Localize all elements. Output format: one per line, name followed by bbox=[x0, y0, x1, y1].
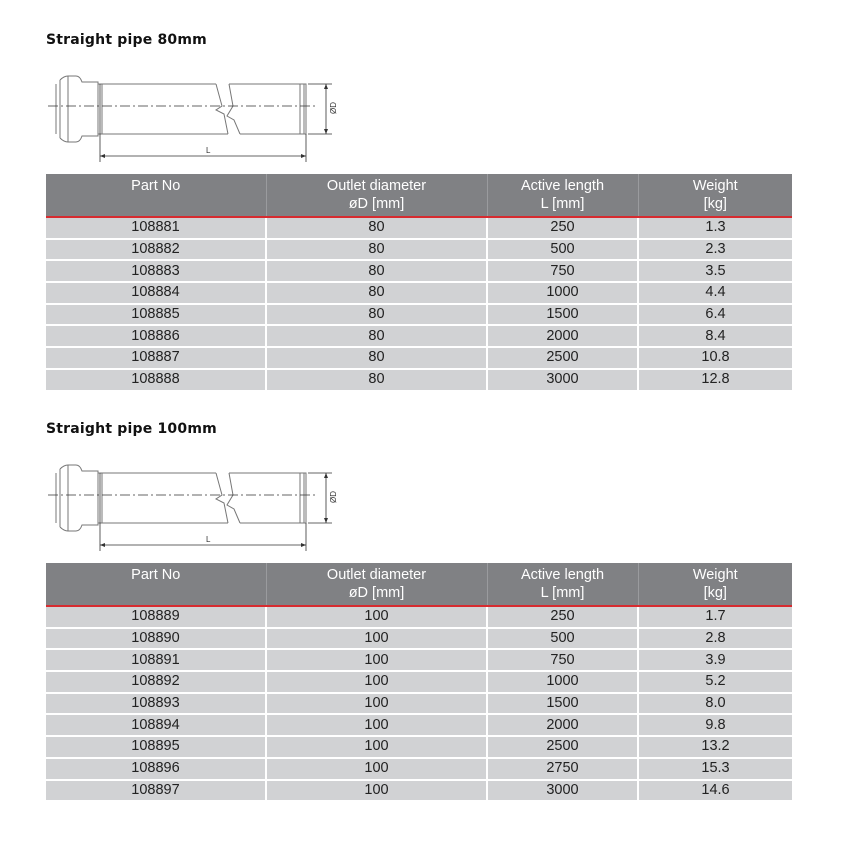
weight-cell: 3.9 bbox=[638, 649, 792, 671]
column-header-line: Weight bbox=[692, 178, 738, 194]
outlet-diameter-cell: 100 bbox=[266, 780, 487, 801]
table-row bbox=[46, 693, 792, 715]
table-row bbox=[46, 758, 792, 780]
table-row bbox=[46, 736, 792, 758]
part-no-cell: 108882 bbox=[46, 239, 266, 261]
part-no-cell: 108891 bbox=[46, 649, 266, 671]
column-header-line: Active length bbox=[520, 178, 605, 194]
active-length-cell: 750 bbox=[487, 260, 638, 282]
part-no-cell: 108893 bbox=[46, 693, 266, 715]
column-header-line: Active length bbox=[520, 567, 605, 583]
weight-cell: 1.3 bbox=[638, 217, 792, 239]
table-row bbox=[46, 260, 792, 282]
outlet-diameter-cell: 100 bbox=[266, 714, 487, 736]
table-row bbox=[46, 714, 792, 736]
table-row bbox=[46, 282, 792, 304]
part-no-cell: 108897 bbox=[46, 780, 266, 801]
table-row bbox=[46, 369, 792, 390]
column-header-line: Outlet diameter bbox=[326, 178, 427, 194]
column-header-weight bbox=[638, 563, 792, 606]
spec-table-100mm bbox=[46, 563, 792, 800]
pipe-drawing-80mm bbox=[46, 70, 346, 162]
outlet-diameter-cell: 100 bbox=[266, 693, 487, 715]
weight-cell: 2.3 bbox=[638, 239, 792, 261]
part-no-cell: 108890 bbox=[46, 628, 266, 650]
outlet-diameter-cell: 80 bbox=[266, 325, 487, 347]
active-length-cell: 1000 bbox=[487, 282, 638, 304]
part-no-cell: 108892 bbox=[46, 671, 266, 693]
column-header-active-length bbox=[487, 174, 638, 217]
section-title-100mm: Straight pipe 100mm bbox=[46, 421, 217, 437]
table-row bbox=[46, 217, 792, 239]
active-length-cell: 250 bbox=[487, 217, 638, 239]
table-row bbox=[46, 780, 792, 801]
active-length-cell: 750 bbox=[487, 649, 638, 671]
column-header-line: [kg] bbox=[703, 585, 727, 601]
column-header-line: Part No bbox=[131, 567, 181, 583]
part-no-cell: 108885 bbox=[46, 304, 266, 326]
column-header-line: øD [mm] bbox=[348, 196, 405, 212]
weight-cell: 8.4 bbox=[638, 325, 792, 347]
pipe-drawing-100mm bbox=[46, 459, 346, 551]
column-header-line: Weight bbox=[692, 567, 738, 583]
active-length-cell: 2750 bbox=[487, 758, 638, 780]
active-length-cell: 250 bbox=[487, 606, 638, 628]
column-header-line: L [mm] bbox=[540, 585, 585, 601]
active-length-cell: 2000 bbox=[487, 325, 638, 347]
part-no-cell: 108894 bbox=[46, 714, 266, 736]
table-header-row bbox=[46, 563, 792, 606]
active-length-cell: 500 bbox=[487, 239, 638, 261]
weight-cell: 13.2 bbox=[638, 736, 792, 758]
table-row bbox=[46, 671, 792, 693]
part-no-cell: 108884 bbox=[46, 282, 266, 304]
active-length-cell: 500 bbox=[487, 628, 638, 650]
column-header-part-no bbox=[46, 174, 266, 217]
column-header-active-length bbox=[487, 563, 638, 606]
weight-cell: 9.8 bbox=[638, 714, 792, 736]
column-header-weight bbox=[638, 174, 792, 217]
outlet-diameter-cell: 100 bbox=[266, 649, 487, 671]
diameter-label: ØD bbox=[329, 102, 338, 114]
weight-cell: 1.7 bbox=[638, 606, 792, 628]
outlet-diameter-cell: 80 bbox=[266, 369, 487, 390]
weight-cell: 2.8 bbox=[638, 628, 792, 650]
column-header-line: [kg] bbox=[703, 196, 727, 212]
table-row bbox=[46, 239, 792, 261]
column-header-outlet-diameter bbox=[266, 174, 487, 217]
table-row bbox=[46, 347, 792, 369]
table-body bbox=[46, 606, 792, 800]
outlet-diameter-cell: 80 bbox=[266, 239, 487, 261]
weight-cell: 3.5 bbox=[638, 260, 792, 282]
weight-cell: 8.0 bbox=[638, 693, 792, 715]
weight-cell: 4.4 bbox=[638, 282, 792, 304]
outlet-diameter-cell: 80 bbox=[266, 304, 487, 326]
column-header-line bbox=[46, 195, 266, 213]
outlet-diameter-cell: 100 bbox=[266, 758, 487, 780]
outlet-diameter-cell: 80 bbox=[266, 217, 487, 239]
column-header-line bbox=[46, 584, 266, 602]
outlet-diameter-cell: 100 bbox=[266, 628, 487, 650]
active-length-cell: 1000 bbox=[487, 671, 638, 693]
active-length-cell: 2500 bbox=[487, 347, 638, 369]
column-header-line: øD [mm] bbox=[348, 585, 405, 601]
table-row bbox=[46, 606, 792, 628]
weight-cell: 6.4 bbox=[638, 304, 792, 326]
spec-table-80mm bbox=[46, 174, 792, 390]
weight-cell: 10.8 bbox=[638, 347, 792, 369]
part-no-cell: 108888 bbox=[46, 369, 266, 390]
outlet-diameter-cell: 80 bbox=[266, 347, 487, 369]
part-no-cell: 108886 bbox=[46, 325, 266, 347]
column-header-part-no bbox=[46, 563, 266, 606]
part-no-cell: 108881 bbox=[46, 217, 266, 239]
table-row bbox=[46, 304, 792, 326]
part-no-cell: 108887 bbox=[46, 347, 266, 369]
weight-cell: 14.6 bbox=[638, 780, 792, 801]
active-length-cell: 3000 bbox=[487, 369, 638, 390]
table-header-row bbox=[46, 174, 792, 217]
outlet-diameter-cell: 80 bbox=[266, 282, 487, 304]
weight-cell: 5.2 bbox=[638, 671, 792, 693]
active-length-cell: 1500 bbox=[487, 693, 638, 715]
active-length-cell: 2000 bbox=[487, 714, 638, 736]
part-no-cell: 108889 bbox=[46, 606, 266, 628]
active-length-cell: 3000 bbox=[487, 780, 638, 801]
outlet-diameter-cell: 100 bbox=[266, 736, 487, 758]
diameter-label: ØD bbox=[329, 491, 338, 503]
table-row bbox=[46, 649, 792, 671]
outlet-diameter-cell: 80 bbox=[266, 260, 487, 282]
outlet-diameter-cell: 100 bbox=[266, 606, 487, 628]
table-body bbox=[46, 217, 792, 390]
length-label: L bbox=[206, 146, 211, 155]
active-length-cell: 2500 bbox=[487, 736, 638, 758]
part-no-cell: 108883 bbox=[46, 260, 266, 282]
column-header-line: Outlet diameter bbox=[326, 567, 427, 583]
part-no-cell: 108895 bbox=[46, 736, 266, 758]
column-header-line: L [mm] bbox=[540, 196, 585, 212]
table-row bbox=[46, 325, 792, 347]
outlet-diameter-cell: 100 bbox=[266, 671, 487, 693]
active-length-cell: 1500 bbox=[487, 304, 638, 326]
column-header-outlet-diameter bbox=[266, 563, 487, 606]
table-row bbox=[46, 628, 792, 650]
weight-cell: 12.8 bbox=[638, 369, 792, 390]
section-title-80mm: Straight pipe 80mm bbox=[46, 32, 207, 48]
length-label: L bbox=[206, 535, 211, 544]
column-header-line: Part No bbox=[131, 178, 181, 194]
part-no-cell: 108896 bbox=[46, 758, 266, 780]
weight-cell: 15.3 bbox=[638, 758, 792, 780]
